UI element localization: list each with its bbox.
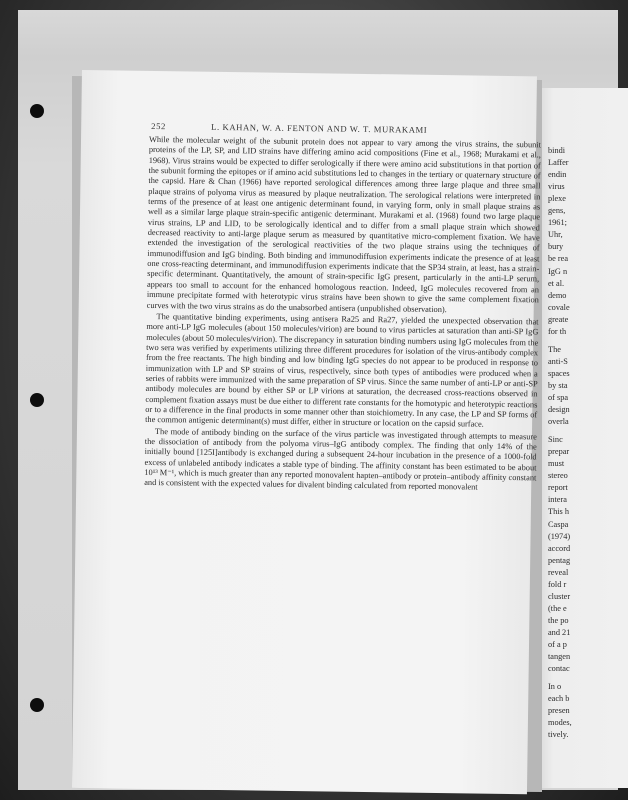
facing-page-line: overla [548, 417, 569, 427]
facing-page-line: for th [548, 326, 567, 336]
author-line: L. KAHAN, W. A. FENTON AND W. T. MURAKAMI [211, 121, 428, 135]
facing-page-line: pentag [548, 555, 571, 565]
facing-page-line: tangen [548, 652, 571, 662]
facing-page-line: demo [548, 290, 567, 300]
facing-page-line: gens, [548, 206, 566, 216]
facing-page-line: presen [548, 706, 570, 716]
facing-page-line: contac [548, 664, 570, 674]
facing-page-line: bury [548, 242, 564, 252]
facing-page-line: (the e [548, 603, 567, 613]
facing-page-line: must [548, 459, 565, 469]
facing-page-line: fold r [548, 579, 567, 589]
punch-hole [30, 698, 44, 712]
facing-page-line: reveal [548, 567, 569, 577]
facing-page-line: be rea [548, 254, 569, 264]
facing-page-line: bindi [548, 146, 566, 155]
paragraph: The mode of antibody binding on the surface of the virus particle was investigated through attempts to measure the dissociation of antibody from the polyoma virus–IgG antibody complex. The finding that only 14% of the initially bound [125I]antibody is exchanged during a subsequent 24-hour incubation in the presence of a 1000-fold excess of unlabeled antibody indicates a stable type of binding. The affinity constant has been estimated to be about 10¹³ M⁻¹, which is much greater than any reported monovalent hapten–antibody or protein–antibody affinity constant and is consistent with the expected values for divalent binding calculated from reported monovalent [144, 426, 537, 492]
facing-page-line: virus [548, 182, 565, 192]
facing-page-line: stereo [548, 471, 568, 481]
facing-page-line: spaces [548, 368, 570, 378]
running-header [151, 120, 541, 135]
facing-page-line: The [548, 344, 561, 354]
page-number: 252 [151, 120, 166, 132]
facing-page-line: the po [548, 615, 569, 625]
facing-page-line: design [548, 405, 570, 415]
facing-page-line: Caspa [548, 519, 569, 529]
body-text [144, 135, 541, 494]
facing-page-line: and 21 [548, 627, 571, 637]
facing-page-line: of spa [548, 393, 569, 402]
facing-page-line: 1961; [548, 218, 567, 228]
facing-page-line: (1974) [548, 531, 571, 541]
facing-page-line: anti-S [548, 356, 568, 366]
facing-page-line: greate [548, 314, 569, 324]
facing-page-line: Laffer [548, 158, 569, 168]
facing-page-line: by sta [548, 380, 568, 390]
paragraph: While the molecular weight of the subunit protein does not appear to vary among the virus strains, the subunit proteins of the LP, SP, and LID strains have differing amino acid compositions (Fine et al., 1968; Murakami et al., 1968). Virus strains would be expected to differ serologically if there were amino acid substitutions in that portion of the subunit forming the epitopes or if amino acid substitutions led to changes in the tertiary or quaternary structure of the capsid. Hare & Chan (1966) have reported serological differences among three large plaque and three small plaque strains of polyoma virus as measured by plaque neutralization. The serological relations were interpreted in terms of the presence of at least one antigenic determinant found, in varying form, only in small plaque strains as well as a similar large plaque strain-specific antigenic determinant. Murakami et al. (1968) found two large plaque virus strains, LP and LID, to be serologically identical and to differ from a small plaque strain which showed decreased reactivity to anti-large plaque serum as measured by quantitative micro-complement fixation. We have extended the investigation of the serological reactivities of the two plaque strains using the techniques of immunodiffusion and IgG binding. Both binding and immunodiffusion experiments indicate the presence of at least one cross-reacting determinant, and immunodiffusion experiments indicate that the SP34 strain, at least, has a strain-specific determinant. Quantitatively, the amount of strain-specific IgG present, particularly in the anti-LP serum, appears too small to account for the enhanced homologous reaction. Indeed, IgG molecules recovered from an immune precipitate formed with heterotypic virus strains have been shown to give the same complement fixation curves with the two virus strains as do the unabsorbed antisera (unpublished observation). [146, 134, 542, 314]
facing-page-line: IgG n [548, 266, 568, 276]
facing-page-line: intera [548, 495, 567, 505]
facing-page-line: prepar [548, 447, 570, 457]
facing-page-line: accord [548, 543, 571, 553]
facing-page-line: This h [548, 507, 569, 517]
punch-hole [30, 104, 44, 118]
facing-page-line: Sinc [548, 435, 563, 445]
facing-page-line: et al. [548, 278, 565, 288]
facing-page-line: cluster [548, 591, 571, 601]
facing-page-line: In o [548, 682, 562, 692]
facing-page-line: modes, [548, 718, 572, 728]
facing-page-line: plexe [548, 194, 566, 204]
facing-page-line: endin [548, 170, 567, 180]
punch-hole [30, 393, 44, 407]
facing-page-line: report [548, 483, 568, 493]
paragraph: The quantitative binding experiments, using antisera Ra25 and Ra27, yielded the unexpected observation that more anti-LP IgG molecules (about 150 molecules/virion) are bound to virus particles at saturation than anti-SP IgG molecules (about 50 molecules/virion). The discrepancy in saturation binding numbers using IgG molecules from the two sera was verified by experiments utilizing three different procedures for isolation of the virus-antibody complex from the free reactants. The high binding and low binding IgG species do not appear to be produced in response to immunization with LP and SP strains of virus, respectively, since both types of antibodies were produced when a series of rabbits were immunized with the same preparation of SP virus. Since the same number of anti-LP or anti-SP antibody molecules are bound by either SP or LP virions at saturation, the decreased cross-reactions observed in complement fixation assays must be due either to different rate constants for the homotypic and heterotypic reactions or to a difference in the final products in some manner other than stoichiometry. In any case, the LP and SP forms of the common antigenic determinant(s) must differ, either in structure or location on the capsid surface. [145, 311, 539, 429]
facing-page-line: of a p [548, 640, 567, 649]
facing-page-line: each b [548, 694, 570, 704]
facing-page-line: Uhr, [548, 230, 563, 240]
facing-page-line: covale [548, 302, 570, 312]
facing-page-line: tively. [548, 730, 569, 740]
document-page [72, 70, 542, 794]
